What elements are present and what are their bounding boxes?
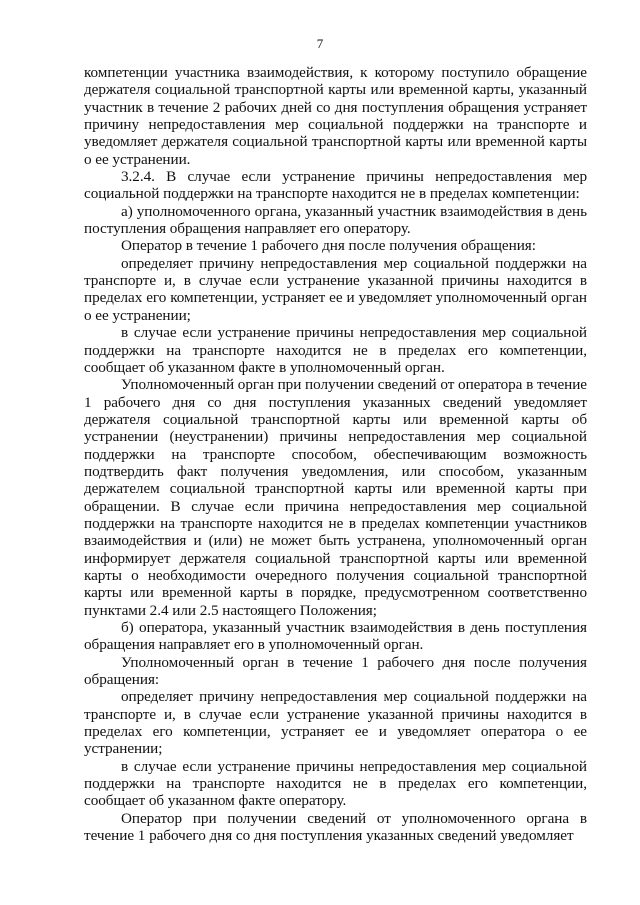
paragraph-3-2-4: 3.2.4. В случае если устранение причины непредоставления мер социальной поддержки на транспорте находится не в пределах компетенции: [84, 168, 587, 203]
paragraph-operator-within-day: Оператор в течение 1 рабочего дня после получения обращения: [121, 237, 536, 255]
paragraph-item-a: а) уполномоченного органа, указанный участник взаимодействия в день поступления обращения направляет его оператору. [84, 202, 587, 238]
paragraph-continued: компетенции участника взаимодействия, к которому поступило обращение держателя социальной транспортной карты или временной карты, указанный участник в течение 2 рабочих дней со дня поступления обращения устраняет причину непредоставления мер социальной поддержки на транспорте и уведомляет держателя социальной транспортной карты или временной карты о ее устранении. [84, 64, 587, 168]
paragraph-operator-reports: в случае если устранение причины непредоставления мер социальной поддержки на транспорте находится не в пределах его компетенции, сообщает об указанном факте в уполномоченный орган. [84, 324, 587, 376]
paragraph-authority-reports: в случае если устранение причины непредоставления мер социальной поддержки на транспорте находится не в пределах его компетенции, сообщает об указанном факте оператору. [84, 757, 587, 810]
paragraph-authority-notifies: Уполномоченный орган при получении сведений от оператора в течение 1 рабочего дня со дня поступления указанных сведений уведомляет держателя социальной транспортной карты или временной карты об устранении (неустранении) причины непредоставления мер социальной поддержки на транспорте способом, обеспечивающим возможность подтвердить факт получения уведомления, или способом, указанным держателем социальной транспортной карты или временной карты при обращении. В случае если причина непредоставления мер социальной поддержки на транспорте находится не в пределах компетенции участников взаимодействия и (или) не может быть устранена, уполномоченный орган информирует держателя социальной транспортной карты или временной карты о необходимости очередного получения социальной транспортной карты или временной карты в порядке, предусмотренном соответственно пунктами 2.4 или 2.5 настоящего Положения; [84, 376, 587, 619]
page-number: 7 [316, 36, 324, 51]
paragraph-authority-within-day: Уполномоченный орган в течение 1 рабочего дня после получения обращения: [84, 653, 587, 689]
paragraph-authority-determines: определяет причину непредоставления мер социальной поддержки на транспорте и, в случае если устранение указанной причины находится в пределах его компетенции, устраняет ее и уведомляет оператора о ее устранении; [84, 688, 587, 758]
paragraph-item-b: б) оператора, указанный участник взаимодействия в день поступления обращения направляет его в уполномоченный орган. [84, 619, 587, 654]
paragraph-operator-determines: определяет причину непредоставления мер социальной поддержки на транспорте и, в случае если устранение указанной причины находится в пределах его компетенции, устраняет ее и уведомляет уполномоченный орган о ее устранении; [84, 254, 587, 324]
paragraph-operator-notifies: Оператор при получении сведений от уполномоченного органа в течение 1 рабочего дня со дня поступления указанных сведений уведомляет [84, 809, 587, 845]
document-body [84, 64, 587, 844]
